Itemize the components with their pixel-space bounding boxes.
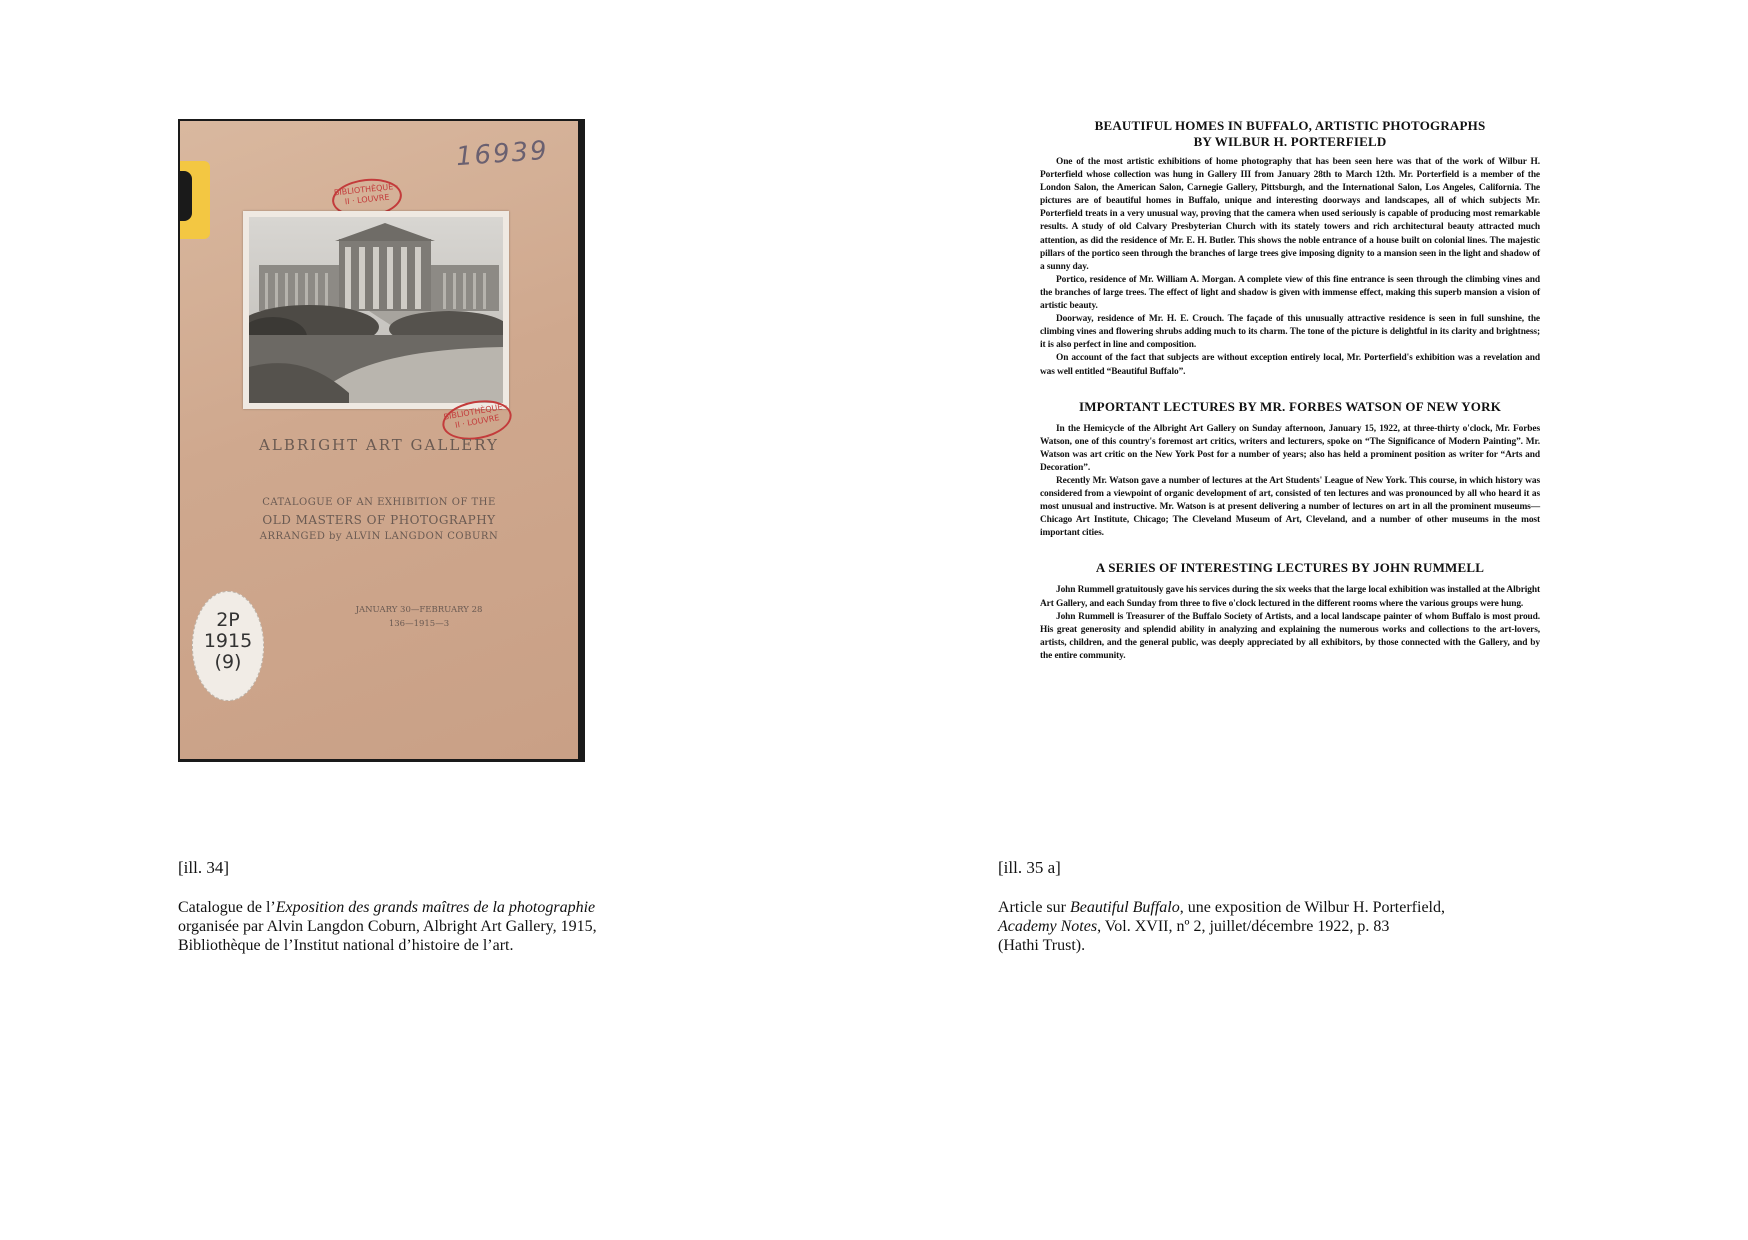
caption-right [998,858,1558,955]
article-scan [1040,118,1540,683]
cover-title: ALBRIGHT ART GALLERY [259,436,499,454]
shelf-label [192,591,264,701]
caption-line-1-italic: Exposition des grands maîtres de la photographie [275,899,596,916]
shelf-label-line-1: 2P [216,609,240,631]
caption-line-1-pre: Article sur [998,899,1070,916]
caption-line-2: organisée par Alvin Langdon Coburn, Albright Art Gallery, 1915, [178,918,597,935]
article-section-watson [1040,399,1540,541]
caption-number: [ill. 35 a] [998,858,1061,877]
cover-photograph [243,211,509,409]
catalogue-cover-image [178,119,585,762]
cover-date-line-2: 136—1915—3 [388,619,450,629]
cover-catalogue-line-1: CATALOGUE OF AN EXHIBITION OF THE [262,497,496,508]
caption-line-3: (Hathi Trust). [998,937,1086,954]
section-title: A SERIES OF INTERESTING LECTURES BY JOHN RUMMELL [1095,560,1485,576]
article-paragraph: Portico, residence of Mr. William A. Morgan. A complete view of this fine entrance is seen through the climbing vines and the branches of large trees. The effect of light and shadow is given with immense effect, making this superb mansion a vision of artistic beauty. [1040,274,1540,312]
article-paragraph: John Rummell gratuitously gave his services during the six weeks that the large local exhibition was installed at the Albright Art Gallery, and each Sunday from three to five o'clock lectured in the different rooms where the various groups were hung. [1040,585,1540,609]
caption-line-1-italic: Beautiful Buffalo [1069,899,1180,916]
section-title-line-2: BY WILBUR H. PORTERFIELD [1193,134,1387,149]
cover-shelfmark: 16939 [455,135,550,173]
shelf-label-line-3: (9) [214,651,242,673]
cover-date-line-1: JANUARY 30—FEBRUARY 28 [355,605,483,615]
article-section-rummell [1040,560,1540,663]
article-paragraph: Recently Mr. Watson gave a number of lectures at the Art Students' League of New York. This course, in which history was considered from a viewpoint of organic development of art, consisted of ten lectures and was pronounced by all who heard it as most unusual and instructive. Mr. Watson is at present delivering a number of lectures on art in all the prominent museums—Chicago Art Institute, Chicago; The Cleveland Museum of Art, Cleveland, and a number of other museums in the most important cities. [1040,475,1540,539]
cover-catalogue-line-2: OLD MASTERS OF PHOTOGRAPHY [262,513,496,527]
shelf-label-line-2: 1915 [203,630,253,652]
caption-line-2-italic: Academy Notes [998,918,1098,935]
cover-catalogue-line-3: ARRANGED by ALVIN LANGDON COBURN [259,531,499,542]
section-title [1040,118,1540,150]
article-section-porterfield [1040,118,1540,379]
caption-line-2-post: , Vol. XVII, nº 2, juillet/décembre 1922, p. 83 [1097,918,1390,935]
article-paragraph: In the Hemicycle of the Albright Art Gallery on Sunday afternoon, January 15, 1922, at three-thirty o'clock, Mr. Forbes Watson, one of this country's foremost art critics, writers and lecturers, spoke on “The Significance of Modern Painting”. Mr. Watson was art critic on the New York Post for a number of years; also has held a prominent position as writer for “Arts and Decoration”. [1040,423,1540,473]
library-stamp-top: BIBLIOTHÈQUE · II · LOUVRE [330,175,404,220]
caption-number: [ill. 34] [178,858,229,877]
gallery-building-illustration [249,217,503,403]
article-paragraph: On account of the fact that subjects are without exception entirely local, Mr. Porterfield's exhibition was a revelation and was well entitled “Beautiful Buffalo”. [1040,353,1540,377]
section-title-line-1: BEAUTIFUL HOMES IN BUFFALO, ARTISTIC PHOTOGRAPHS [1094,118,1486,133]
caption-left [178,858,738,955]
caption-text [998,898,1558,955]
caption-text [178,898,738,955]
caption-line-1-pre: Catalogue de l’ [178,899,276,916]
caption-line-3: Bibliothèque de l’Institut national d’histoire de l’art. [178,937,514,954]
article-paragraph: John Rummell is Treasurer of the Buffalo Society of Artists, and a local landscape painter of whom Buffalo is most proud. His great generosity and splendid ability in analyzing and explaining the numerous works and collections to the art-lovers, artists, children, and the general public, was deeply appreciated by all exhibitors, by those connected with the Gallery, and by the entire community. [1040,611,1540,661]
caption-line-1-post: , une exposition de Wilbur H. Porterfield, [1179,899,1445,916]
article-paragraph: One of the most artistic exhibitions of home photography that has been seen here was that of the work of Wilbur H. Porterfield whose collection was hung in Gallery III from January 28th to March 12th. Mr. Porterfield is a member of the London Salon, the American Salon, Carnegie Gallery, Pittsburgh, and the International Salon, Los Angeles, California. The pictures are of beautiful homes in Buffalo, unique and interesting doorways and landscapes, all of which subjects Mr. Porterfield treats in a very unusual way, proving that the camera when used seriously is capable of producing most remarkable results. A study of old Calvary Presbyterian Church with its stately towers and rich architectural beauty attracted much attention, as did the residence of Mr. E. H. Butler. This shows the noble entrance of a house built on colonial lines. The majestic pillars of the portico seen through the branches of large trees give imposing dignity to a mansion seen in the light and shadow of a sunny day. [1040,157,1540,272]
section-title: IMPORTANT LECTURES BY MR. FORBES WATSON OF NEW YORK [1078,398,1502,414]
cover-paper [180,121,578,759]
article-paragraph: Doorway, residence of Mr. H. E. Crouch. The façade of this unusually attractive residence is seen in full sunshine, the climbing vines and flowering shrubs adding much to its charm. The tone of the picture is delightful in its clarity and brightness; it is also perfect in line and composition. [1040,314,1540,351]
caption-line-1 [178,898,738,917]
caption-line-2 [998,917,1558,936]
yellow-tab [180,161,210,239]
library-stamp-bottom: BIBLIOTHÈQUE · II · LOUVRE [439,395,515,445]
caption-line-1 [998,898,1558,917]
